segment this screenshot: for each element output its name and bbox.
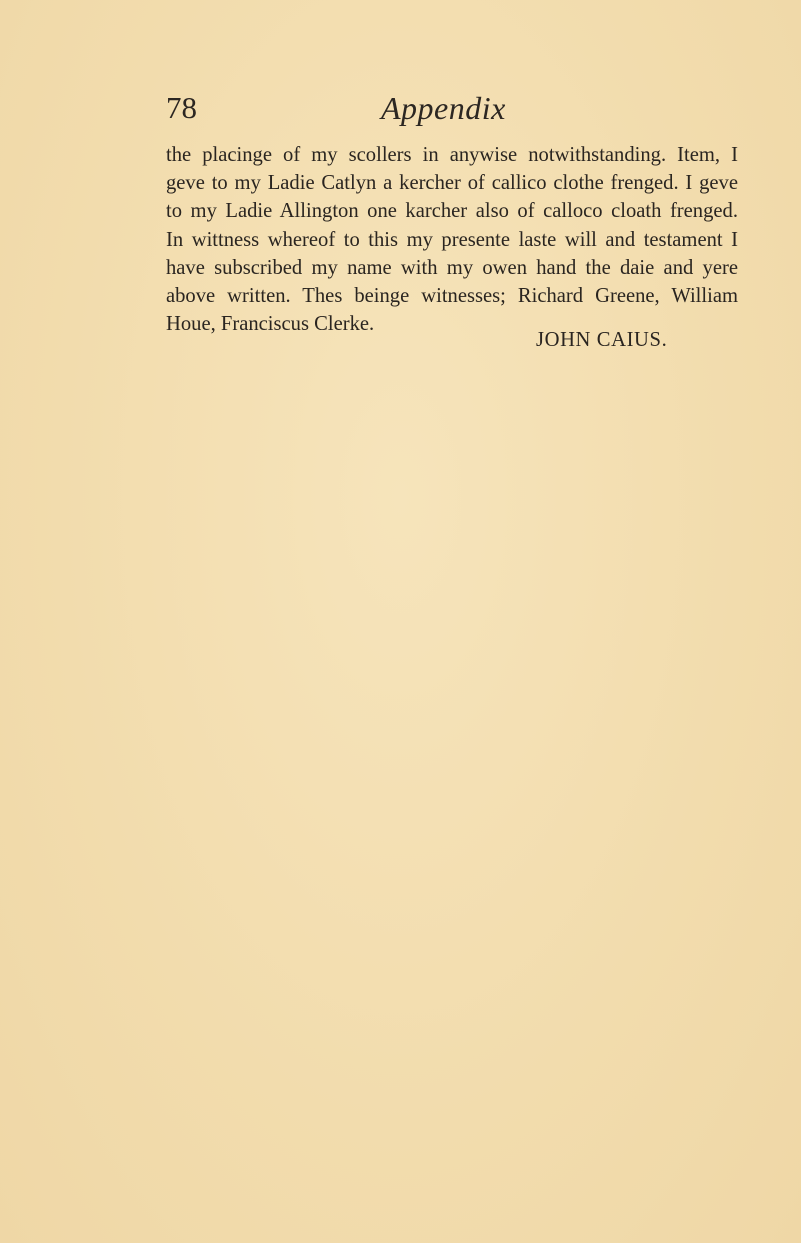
text-line: In wittness whereof to this my presente laste will and testament I <box>166 228 738 251</box>
text-line: above written. Thes beinge witnesses; Richard Greene, William <box>166 285 738 308</box>
running-head <box>166 86 652 132</box>
signature: JOHN CAIUS. <box>536 329 668 351</box>
text-line: to my Ladie Allington one karcher also of calloco cloath frenged. <box>166 200 738 223</box>
page-number: 78 <box>166 90 197 125</box>
body-paragraph <box>166 141 738 338</box>
text-line: Houe, Franciscus Clerke. <box>166 313 375 336</box>
text-line: the placinge of my scollers in anywise notwithstanding. Item, I <box>166 144 738 166</box>
running-title: Appendix <box>381 90 506 126</box>
text-line: have subscribed my name with my owen hand the daie and yere <box>166 256 738 279</box>
text-line: geve to my Ladie Catlyn a kercher of callico clothe frenged. I geve <box>166 172 738 195</box>
